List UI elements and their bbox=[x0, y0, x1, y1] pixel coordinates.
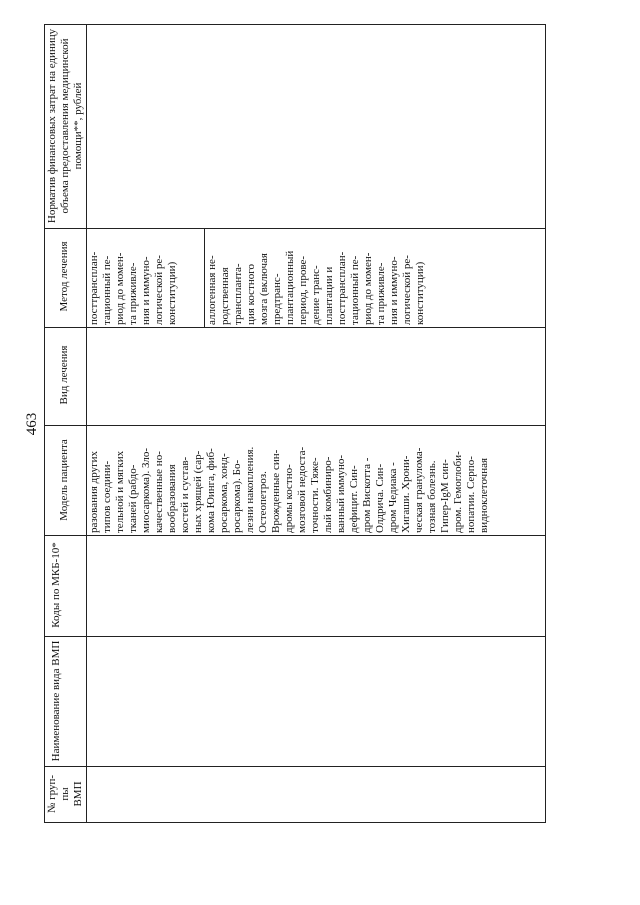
header-patient-model-label: Модель пациента bbox=[58, 439, 70, 521]
method-cell-divider bbox=[204, 228, 205, 327]
method-line: конституции) bbox=[414, 261, 426, 325]
col-divider bbox=[44, 228, 546, 229]
patient-model-line: миосаркома). Зло- bbox=[140, 447, 152, 533]
method-line: трансплантa- bbox=[232, 263, 244, 325]
col-divider bbox=[44, 636, 546, 637]
method-line: предтранс- bbox=[271, 273, 283, 325]
patient-model-line: дефицит. Син- bbox=[348, 465, 360, 533]
method-line: тационный пе- bbox=[349, 255, 361, 325]
patient-model-line: Олдрича. Син- bbox=[374, 463, 386, 533]
header-row-divider bbox=[86, 24, 87, 823]
patient-model-line: тельной и мягких bbox=[114, 450, 126, 533]
patient-model-line: дром Вискотта - bbox=[361, 457, 373, 533]
method-line: посттрансплан- bbox=[88, 251, 100, 325]
patient-model-line: Остеопетроз. bbox=[257, 471, 269, 533]
patient-model-line: качественные но- bbox=[153, 451, 165, 533]
table-border-right bbox=[545, 24, 546, 823]
patient-model-line: кома Юинга, фиб- bbox=[205, 448, 217, 533]
header-treatment-type-label: Вид лечения bbox=[58, 345, 70, 405]
method-line: логической ре- bbox=[401, 255, 413, 325]
method-line: риод до момен- bbox=[114, 252, 126, 325]
table-border-bottom bbox=[44, 822, 546, 823]
header-icd-codes-label: Коды по МКБ-10* bbox=[50, 542, 62, 628]
patient-model-line: мозговой недоста- bbox=[296, 446, 308, 533]
method-line: конституции) bbox=[166, 261, 178, 325]
col-divider bbox=[44, 766, 546, 767]
method-line: период, прове- bbox=[297, 256, 309, 325]
table-border-left bbox=[44, 24, 45, 823]
method-line: дение транс- bbox=[310, 265, 322, 325]
method-line: тационный пе- bbox=[101, 255, 113, 325]
patient-model-line: разования других типов соедини- bbox=[88, 450, 113, 533]
col-divider bbox=[44, 327, 546, 328]
header-vmp-name-label: Наименование вида ВМП bbox=[50, 640, 62, 762]
method-line: родственная bbox=[219, 267, 231, 325]
treatment-method-cell-1 bbox=[88, 230, 179, 325]
header-patient-model bbox=[58, 427, 71, 533]
method-line: плантации и bbox=[323, 266, 335, 325]
patient-model-line: видноклеточная bbox=[478, 457, 490, 533]
method-line: риод до момен- bbox=[362, 252, 374, 325]
header-treatment-method bbox=[58, 228, 71, 325]
method-line: ния и иммуно- bbox=[140, 256, 152, 325]
method-line: ния и иммуно- bbox=[388, 256, 400, 325]
patient-model-line: точности. Тяже- bbox=[309, 457, 321, 533]
patient-model-line: тозная болезнь. bbox=[426, 460, 438, 533]
patient-model-line: ческая гранулома- bbox=[413, 447, 425, 533]
patient-model-line: дромы костно- bbox=[283, 464, 295, 533]
header-icd-codes bbox=[50, 536, 63, 634]
patient-model-line: ных хрящей (сар- bbox=[192, 450, 204, 533]
patient-model-line: дром Чедиака - bbox=[387, 462, 399, 533]
header-treatment-type bbox=[58, 327, 71, 423]
patient-model-line: лезни накопления. bbox=[244, 446, 256, 533]
patient-model-line: росаркома, хонд- bbox=[218, 453, 230, 533]
method-line: та приживле- bbox=[127, 262, 139, 325]
patient-model-line: ванный иммуно- bbox=[335, 454, 347, 533]
patient-model-line: нопатии. Серпо- bbox=[465, 456, 477, 533]
col-divider bbox=[44, 535, 546, 536]
header-cost-norm-label: Норматив финансовых затрат на единицу объема предоставления медицинской помощи**, рублей bbox=[46, 28, 84, 224]
method-line: логической ре- bbox=[153, 255, 165, 325]
method-line: плантационный bbox=[284, 250, 296, 325]
header-group-no bbox=[46, 768, 85, 820]
header-treatment-method-label: Метод лечения bbox=[58, 241, 70, 312]
treatment-method-cell-2 bbox=[206, 230, 427, 325]
method-line: аллогенная не- bbox=[206, 255, 218, 325]
table-border-top bbox=[44, 24, 546, 25]
patient-model-line: Гипер-IgM син- bbox=[439, 459, 451, 533]
patient-model-line: лый комбиниро- bbox=[322, 456, 334, 533]
patient-model-line: росаркома). Бо- bbox=[231, 459, 243, 533]
patient-model-line: дром. Гемоглоби- bbox=[452, 451, 464, 533]
method-line: ция костного bbox=[245, 264, 257, 325]
patient-model-line: вообразования bbox=[166, 464, 178, 533]
patient-model-cell bbox=[88, 429, 491, 533]
page-number: 463 bbox=[24, 412, 40, 436]
header-vmp-name bbox=[50, 638, 63, 764]
header-cost-norm bbox=[46, 26, 85, 226]
patient-model-line: тканей (рабдо- bbox=[127, 464, 139, 533]
patient-model-line: Хигаши. Хрони- bbox=[400, 455, 412, 533]
method-line: та приживле- bbox=[375, 262, 387, 325]
patient-model-line: Врожденные син- bbox=[270, 449, 282, 533]
header-group-no-label: № груп- пы ВМП bbox=[46, 774, 84, 814]
method-line: мозга (включая bbox=[258, 253, 270, 325]
patient-model-line: костей и сустав- bbox=[179, 456, 191, 533]
method-line: посттрансплан- bbox=[336, 251, 348, 325]
col-divider bbox=[44, 425, 546, 426]
